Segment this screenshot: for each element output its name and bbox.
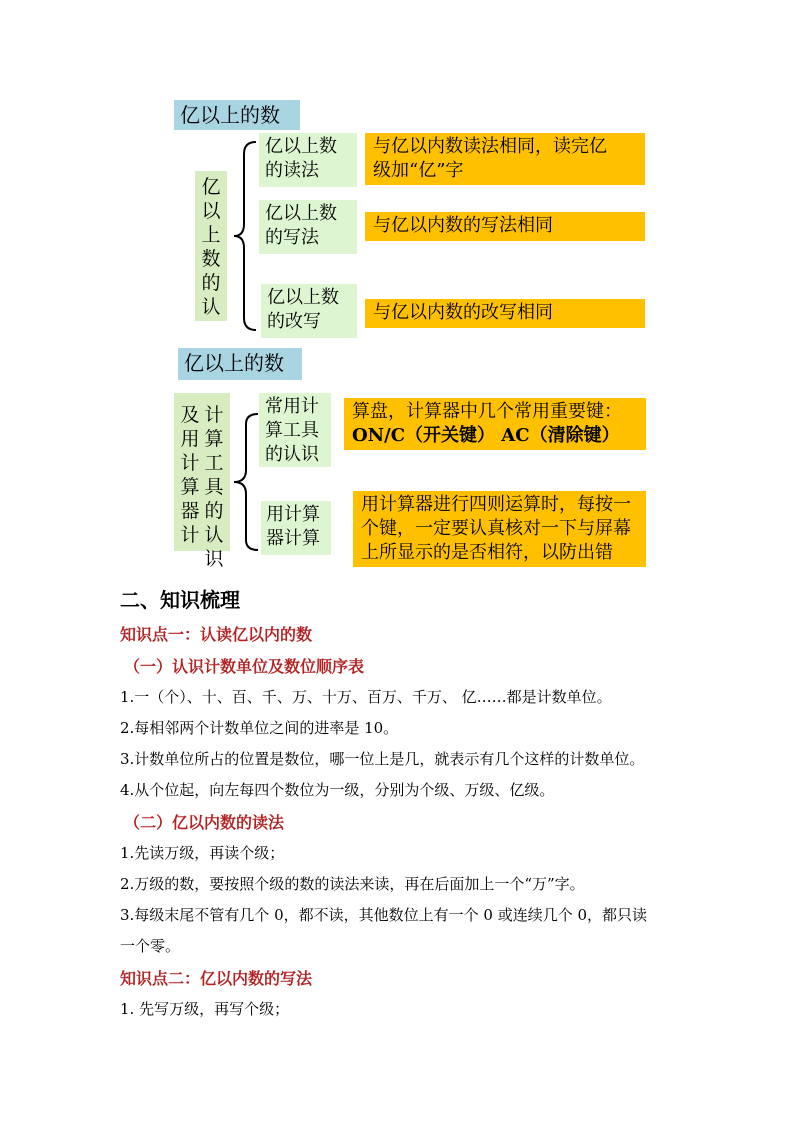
vertical-char: 计: [180, 452, 200, 474]
diagram2-topic-calculator: [261, 501, 331, 555]
diagram1-desc-read: [365, 133, 645, 185]
list-item: 3.每级末尾不管有几个 0，都不读，其他数位上有一个 0 或连续几个 0，都只读: [120, 906, 648, 924]
vertical-char: 用: [180, 428, 200, 450]
list-item: 4.从个位起，向左每四个数位为一级，分别为个级、万级、亿级。: [120, 781, 555, 799]
vertical-char: 计: [204, 404, 224, 426]
diagram1-header: 亿以上的数: [174, 100, 300, 130]
topic-line: 算工具: [265, 420, 319, 441]
vertical-char: 识: [204, 548, 224, 570]
vertical-char: 算: [204, 428, 224, 450]
topic-line: 亿以上数: [267, 287, 339, 308]
topic-line: 的认识: [265, 444, 319, 465]
desc-line: 与亿以内数的写法相同: [373, 215, 553, 236]
diagram1-vertical-label: [195, 171, 227, 321]
vertical-char: 计: [180, 524, 200, 546]
diagram2-desc-tools: [344, 398, 646, 450]
vertical-char: 的: [204, 500, 224, 522]
diagram1-topic-rewrite: [261, 284, 357, 338]
topic-line: 用计算: [266, 504, 320, 525]
vertical-char: 器: [180, 500, 200, 522]
list-item: 3.计数单位所占的位置是数位，哪一位上是几，就表示有几个这样的计数单位。: [120, 750, 645, 768]
topic-line: 常用计: [265, 396, 319, 417]
list-item: 1.先读万级，再读个级；: [120, 844, 285, 862]
vertical-char: 上: [201, 224, 221, 246]
list-item: 1.一（个）、十、百、千、万、十万、百万、千万、 亿……都是计数单位。: [120, 688, 612, 706]
vertical-char: 算: [180, 476, 200, 498]
diagram2-header: 亿以上的数: [178, 348, 302, 380]
topic-line: 亿以上数: [265, 203, 337, 224]
topic-line: 的写法: [265, 227, 319, 248]
vertical-char: 亿: [201, 176, 221, 198]
vertical-char: 具: [204, 476, 224, 498]
diagram1-brace: [232, 140, 260, 332]
diagram2-brace: [232, 412, 262, 552]
subheading-2: （二）亿以内数的读法: [124, 813, 285, 832]
vertical-char: 数: [201, 248, 221, 270]
desc-line: 用计算器进行四则运算时，每按一: [361, 494, 631, 515]
desc-line: 个键，一定要认真核对一下与屏幕: [361, 518, 631, 539]
vertical-char: 的: [201, 272, 221, 294]
desc-line: 与亿以内数读法相同，读完亿: [373, 136, 607, 157]
vertical-col2: [178, 403, 202, 547]
diagram1-desc-rewrite: [365, 299, 645, 328]
section-title: 二、知识梳理: [120, 588, 240, 612]
list-item: 1. 先写万级，再写个级；: [120, 1000, 290, 1018]
list-item: 2.每相邻两个计数单位之间的进率是 10。: [120, 719, 399, 737]
vertical-char: 认: [201, 296, 221, 318]
diagram2-desc-calculator: [353, 491, 646, 567]
desc-line: 与亿以内数的改写相同: [373, 302, 553, 323]
vertical-col1: [202, 403, 226, 571]
subheading-1: （一）认识计数单位及数位顺序表: [124, 657, 365, 676]
topic-line: 器计算: [266, 528, 320, 549]
topic-line: 亿以上数: [265, 136, 337, 157]
desc-line: 级加“亿”字: [373, 160, 464, 181]
desc-line: 算盘，计算器中几个常用重要键：: [352, 401, 622, 422]
vertical-char: 认: [204, 524, 224, 546]
desc-line: 上所显示的是否相符，以防出错: [361, 542, 613, 563]
diagram2-topic-tools: [259, 393, 331, 467]
knowledge-point-1: 知识点一：认读亿以内的数: [120, 625, 313, 644]
vertical-char: 以: [201, 200, 221, 222]
vertical-char: 及: [180, 404, 200, 426]
desc-line: ON/C（开关键） AC（清除键）: [352, 425, 620, 446]
diagram1-topic-write: [259, 200, 357, 254]
list-item: 一个零。: [120, 937, 181, 955]
diagram1-topic-read: [259, 133, 357, 187]
vertical-char: 工: [204, 452, 224, 474]
topic-line: 的读法: [265, 160, 319, 181]
diagram2-vertical-label: [174, 393, 230, 570]
topic-line: 的改写: [267, 311, 321, 332]
knowledge-point-2: 知识点二：亿以内数的写法: [120, 969, 313, 988]
diagram1-desc-write: [365, 212, 645, 241]
list-item: 2.万级的数，要按照个级的数的读法来读，再在后面加上一个“万”字。: [120, 875, 585, 893]
